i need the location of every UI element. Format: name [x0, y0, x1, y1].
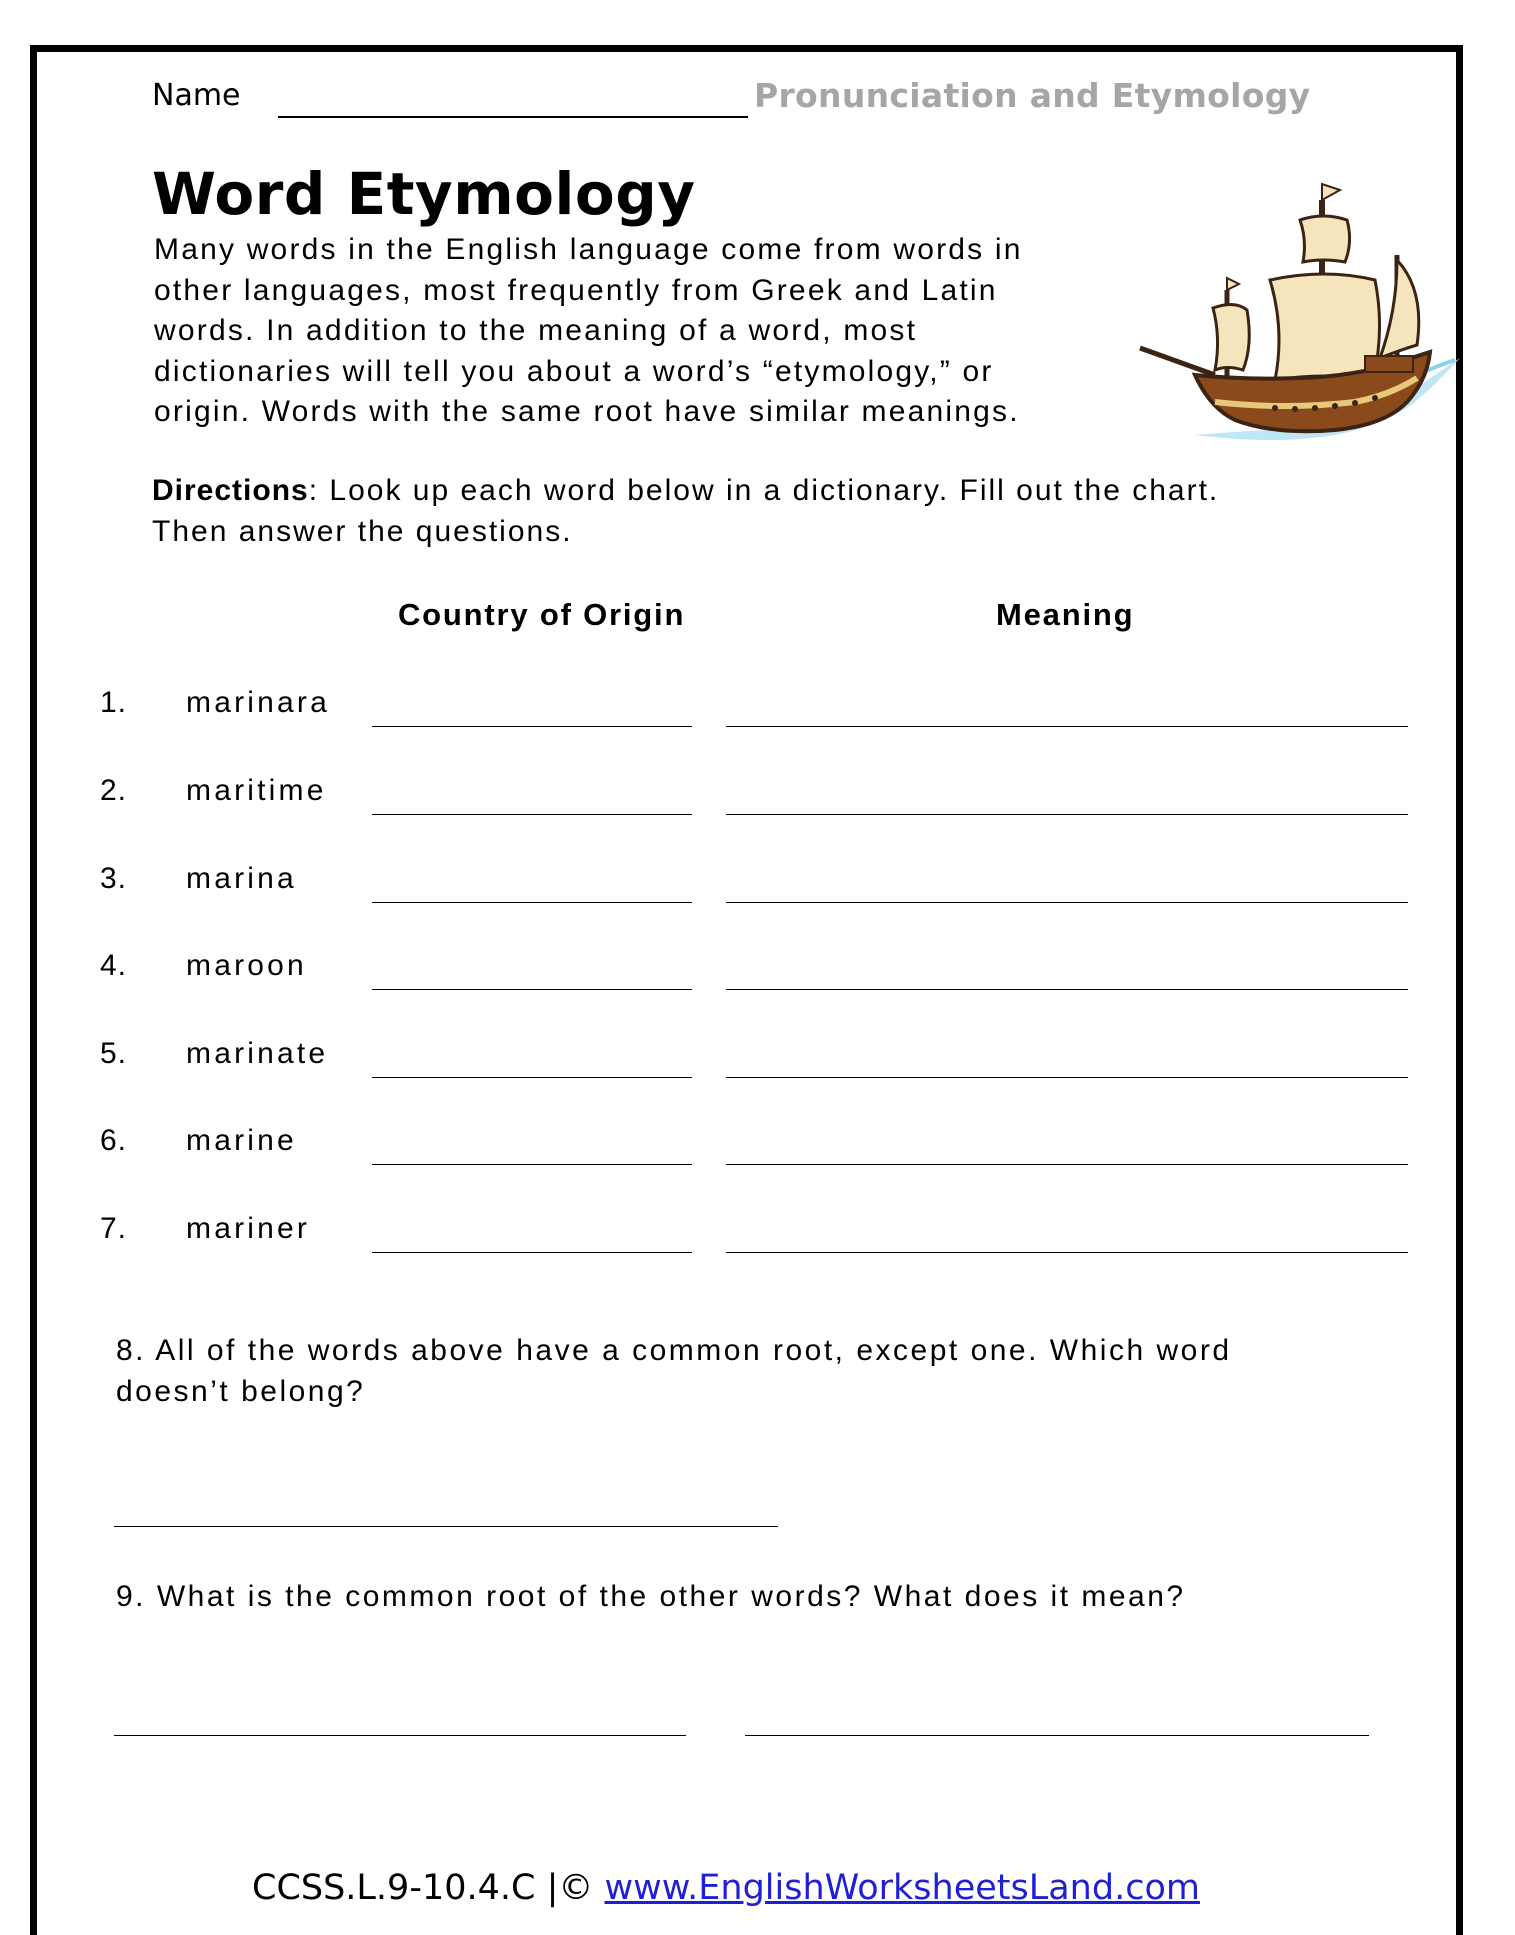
- footer-link[interactable]: www.EnglishWorksheetsLand.com: [604, 1868, 1200, 1908]
- footer-standard: CCSS.L.9-10.4.C |©: [252, 1868, 605, 1908]
- column-header-origin: Country of Origin: [398, 597, 686, 632]
- meaning-blank[interactable]: [726, 1077, 1408, 1078]
- row-number: 5.: [100, 1037, 128, 1070]
- origin-blank[interactable]: [372, 989, 692, 990]
- word-row: [0, 949, 1515, 1009]
- question-8: [116, 1330, 1336, 1412]
- question-8-line: 8. All of the words above have a common root, except one. Which word: [116, 1334, 1232, 1367]
- row-number: 1.: [100, 686, 128, 719]
- directions: [152, 470, 1332, 552]
- name-label: Name: [152, 78, 241, 113]
- page-title: Word Etymology: [152, 160, 696, 228]
- row-word: marinara: [186, 686, 330, 719]
- word-row: [0, 686, 1515, 746]
- question-9-meaning-blank[interactable]: [745, 1735, 1369, 1736]
- row-word: marina: [186, 862, 297, 895]
- word-row: [0, 774, 1515, 834]
- word-row: [0, 1212, 1515, 1272]
- word-row: [0, 862, 1515, 922]
- origin-blank[interactable]: [372, 1164, 692, 1165]
- row-word: marine: [186, 1124, 297, 1157]
- subject-heading: Pronunciation and Etymology: [754, 76, 1311, 115]
- intro-line: dictionaries will tell you about a word’s “etymology,” or: [154, 354, 994, 388]
- origin-blank[interactable]: [372, 814, 692, 815]
- directions-text: : Look up each word below in a dictionary. Fill out the chart.: [308, 474, 1220, 507]
- meaning-blank[interactable]: [726, 1164, 1408, 1165]
- intro-line: other languages, most frequently from Greek and Latin: [154, 273, 998, 307]
- footer: [252, 1868, 1200, 1908]
- name-field[interactable]: [278, 116, 748, 118]
- question-8-line: doesn’t belong?: [116, 1375, 366, 1408]
- directions-label: Directions: [152, 474, 309, 507]
- word-row: [0, 1124, 1515, 1184]
- sailing-ship-icon: [1135, 180, 1460, 450]
- row-word: maroon: [186, 949, 307, 982]
- question-9-root-blank[interactable]: [114, 1735, 686, 1736]
- meaning-blank[interactable]: [726, 1252, 1408, 1253]
- row-word: mariner: [186, 1212, 311, 1245]
- intro-paragraph: [154, 230, 1084, 433]
- meaning-blank[interactable]: [726, 989, 1408, 990]
- row-number: 2.: [100, 774, 128, 807]
- origin-blank[interactable]: [372, 726, 692, 727]
- meaning-blank[interactable]: [726, 814, 1408, 815]
- row-number: 4.: [100, 949, 128, 982]
- origin-blank[interactable]: [372, 902, 692, 903]
- intro-line: origin. Words with the same root have similar meanings.: [154, 395, 1020, 428]
- column-header-meaning: Meaning: [996, 597, 1135, 632]
- intro-line: words. In addition to the meaning of a word, most: [154, 314, 918, 347]
- row-number: 7.: [100, 1212, 128, 1245]
- meaning-blank[interactable]: [726, 902, 1408, 903]
- question-8-answer-blank[interactable]: [114, 1526, 778, 1527]
- question-9: 9. What is the common root of the other words? What does it mean?: [116, 1580, 1186, 1613]
- row-word: marinate: [186, 1037, 329, 1070]
- directions-text-line2: Then answer the questions.: [152, 515, 573, 548]
- meaning-blank[interactable]: [726, 726, 1408, 727]
- intro-line: Many words in the English language come from words in: [154, 233, 1023, 266]
- row-word: maritime: [186, 774, 327, 807]
- row-number: 3.: [100, 862, 128, 895]
- word-row: [0, 1037, 1515, 1097]
- origin-blank[interactable]: [372, 1077, 692, 1078]
- origin-blank[interactable]: [372, 1252, 692, 1253]
- row-number: 6.: [100, 1124, 128, 1157]
